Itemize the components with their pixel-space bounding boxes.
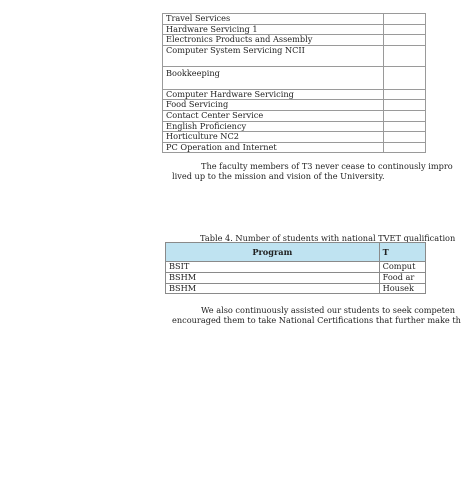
qualification-cell: Comput <box>379 262 425 273</box>
header-qualification: T <box>379 243 425 262</box>
qualification-cell: Travel Services <box>163 14 384 25</box>
assistance-paragraph <box>172 305 461 326</box>
program-cell: BSIT <box>166 262 380 273</box>
qualifications-table <box>162 13 426 153</box>
program-cell: BSHM <box>166 272 380 283</box>
header-program: Program <box>166 243 380 262</box>
table-row <box>166 283 426 294</box>
faculty-paragraph <box>172 161 453 182</box>
qualification-cell: Food ar <box>379 272 425 283</box>
qualification-cell: Housek <box>379 283 425 294</box>
empty-cell <box>384 142 426 153</box>
empty-cell <box>384 132 426 143</box>
paragraph-line: lived up to the mission and vision of the University. <box>172 171 385 182</box>
empty-cell <box>384 89 426 100</box>
table-row <box>163 142 426 153</box>
qualification-cell: Horticulture NC2 <box>163 132 384 143</box>
empty-cell <box>384 35 426 46</box>
table-row <box>163 121 426 132</box>
qualification-cell: Hardware Servicing 1 <box>163 24 384 35</box>
empty-cell <box>384 110 426 121</box>
qualification-cell: PC Operation and Internet <box>163 142 384 153</box>
program-cell: BSHM <box>166 283 380 294</box>
tvet-table <box>165 242 426 294</box>
qualification-cell: Food Servicing <box>163 100 384 111</box>
table-row <box>163 132 426 143</box>
table-row <box>163 110 426 121</box>
table-row <box>163 100 426 111</box>
table-row <box>163 14 426 25</box>
empty-cell <box>384 24 426 35</box>
table-row <box>163 89 426 100</box>
table-header-row <box>166 243 426 262</box>
empty-cell <box>384 45 426 66</box>
table-row <box>163 35 426 46</box>
paragraph-line: The faculty members of T3 never cease to continously impro <box>201 161 453 171</box>
qualification-cell: English Proficiency <box>163 121 384 132</box>
paragraph-line: encouraged them to take National Certifications that further make th <box>172 315 461 326</box>
paragraph-line: We also continuously assisted our students to seek competen <box>201 305 455 315</box>
qualification-cell: Bookkeeping <box>163 66 384 89</box>
qualification-cell: Electronics Products and Assembly <box>163 35 384 46</box>
table-row <box>166 262 426 273</box>
qualification-cell: Contact Center Service <box>163 110 384 121</box>
qualification-cell: Computer Hardware Servicing <box>163 89 384 100</box>
table-row <box>163 45 426 66</box>
table-row <box>163 24 426 35</box>
table-row <box>163 66 426 89</box>
empty-cell <box>384 14 426 25</box>
empty-cell <box>384 121 426 132</box>
empty-cell <box>384 66 426 89</box>
table-row <box>166 272 426 283</box>
empty-cell <box>384 100 426 111</box>
table4-caption: Table 4. Number of students with national TVET qualification <box>200 233 456 243</box>
qualification-cell: Computer System Servicing NCII <box>163 45 384 66</box>
